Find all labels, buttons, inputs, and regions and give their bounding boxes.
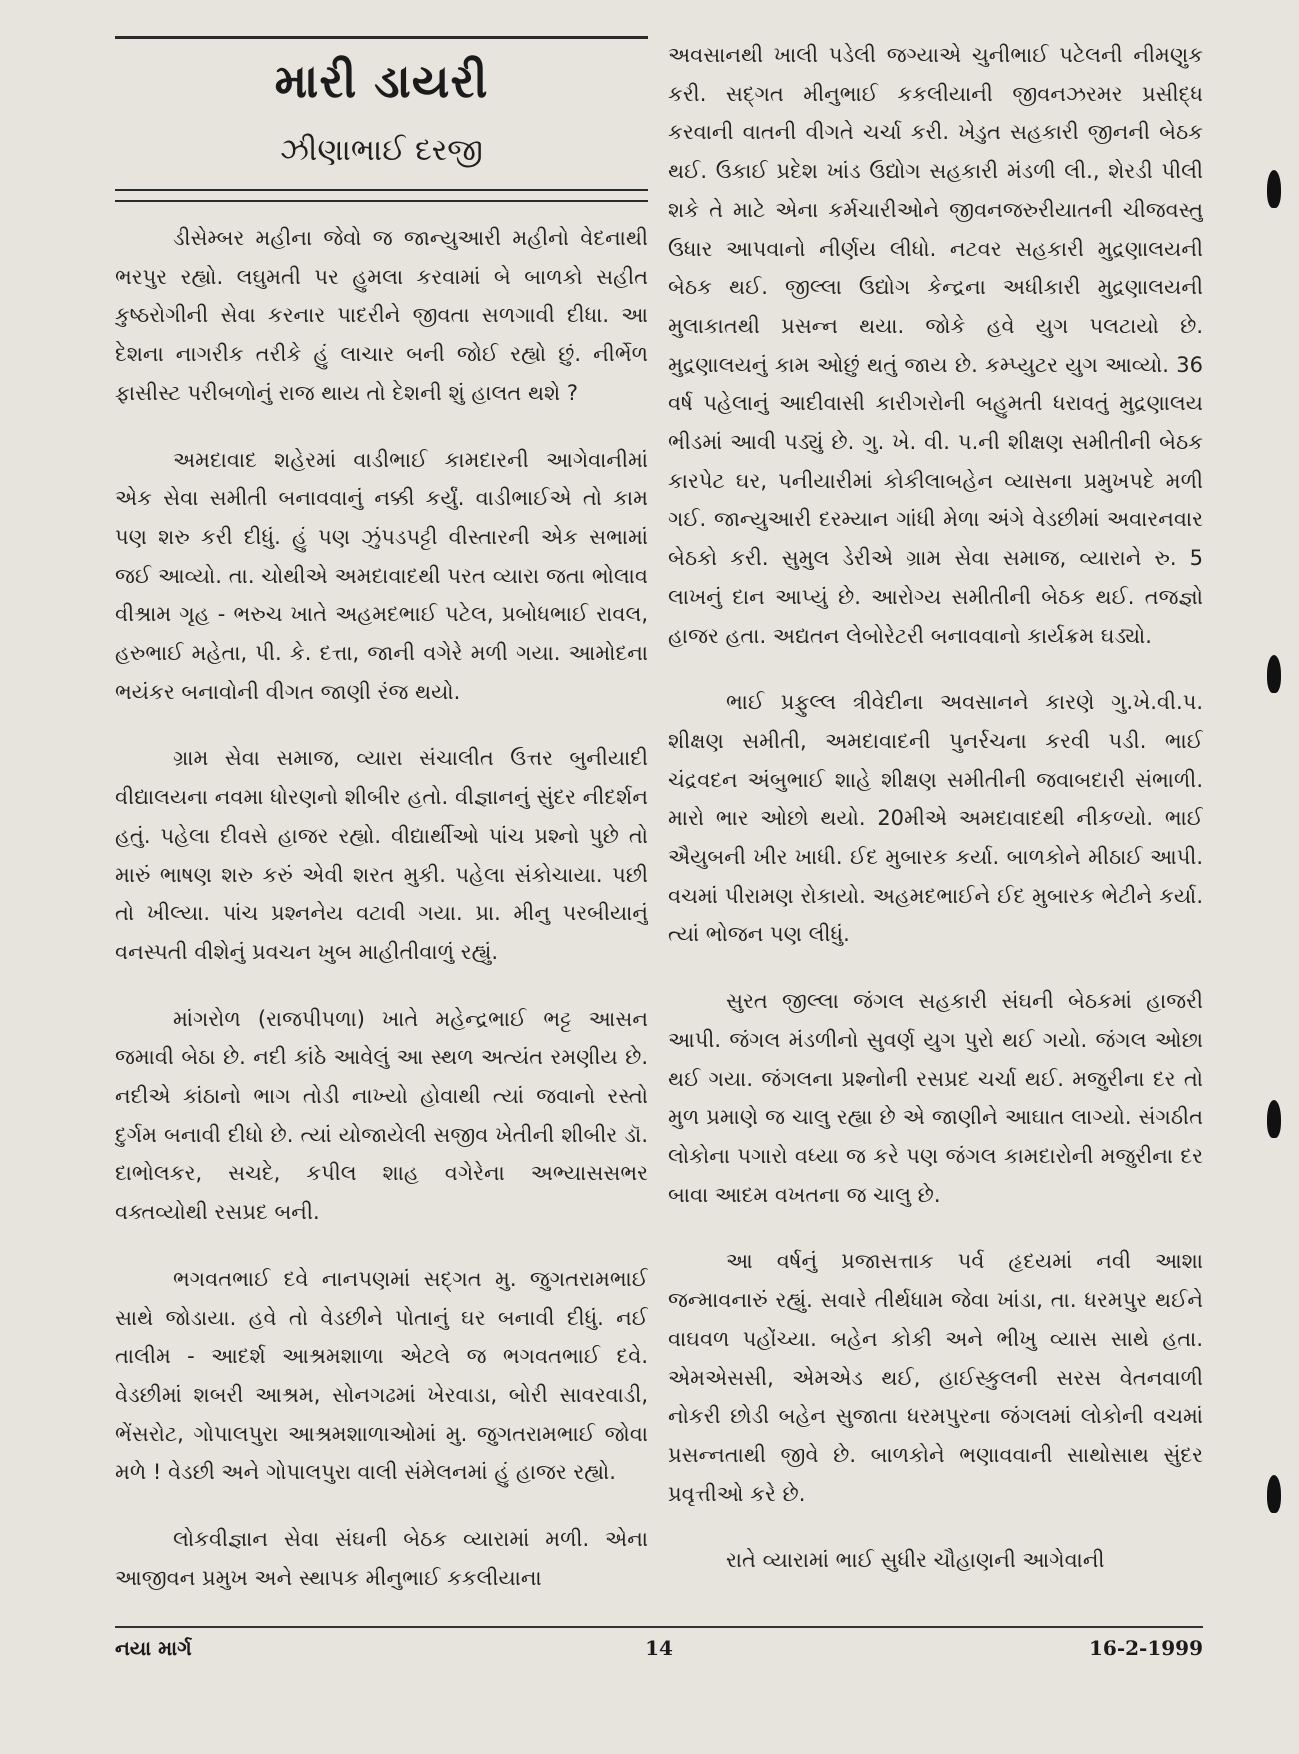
page-number: 14 bbox=[645, 1636, 673, 1660]
paragraph: આ વર્ષનું પ્રજાસત્તાક પર્વ હૃદયમાં નવી આશા જન્માવનારું રહ્યું. સવારે તીર્થધામ જેવા ખાંડા, તા. ધરમપુર થઈને વાઘવળ પહોંચ્યા. બહેન કોકી અને ભીખુ વ્યાસ સાથે હતા. એમએસસી, એમએડ થઈ, હાઈસ્કુલની સરસ વેતનવાળી નોકરી છોડી બહેન સુજાતા ધરમપુરના જંગલમાં લોકોની વચમાં પ્રસન્નતાથી જીવે છે. બાળકોને ભણાવવાની સાથોસાથ સુંદર પ્રવૃત્તીઓ કરે છે. bbox=[668, 1249, 1203, 1506]
paragraph-continued: અવસાનથી ખાલી પડેલી જગ્યાએ ચુનીભાઈ પટેલની નીમણુક કરી. સદ્ગત મીનુભાઈ કકલીયાની જીવનઝરમર પ્રસીદ્ધ કરવાની વાતની વીગતે ચર્ચા કરી. ખેડુત સહકારી જીનની બેઠક થઈ. ઉકાઈ પ્રદેશ ખાંડ ઉદ્યોગ સહકારી મંડળી લી., શેરડી પીલી શકે તે માટે એના કર્મચારીઓને જીવનજરુરીયાતની ચીજવસ્તુ ઉધાર આપવાનો નીર્ણય લીધો. નટવર સહકારી મુદ્રણાલયની બેઠક થઈ. જીલ્લા ઉદ્યોગ કેન્દ્રના અધીકારી મુદ્રણાલયની મુલાકાતથી પ્રસન્ન થયા. જોકે હવે યુગ પલટાયો છે. મુદ્રણાલયનું કામ ઓછું થતું જાય છે. કમ્પ્યુટર યુગ આવ્યો. 36 વર્ષ પહેલાનું આદીવાસી કારીગરોની બહુમતી ધરાવતું મુદ્રણાલય ભીડમાં આવી પડ્યું છે. ગુ. ખે. વી. પ.ની શીક્ષણ સમીતીની બેઠક કારપેટ ઘર, પનીયારીમાં કોકીલાબહેન વ્યાસના પ્રમુખપદે મળી ગઈ. જાન્યુઆરી દરમ્યાન ગાંધી મેળા અંગે વેડછીમાં અવારનવાર બેઠકો કરી. સુમુલ ડેરીએ ગ્રામ સેવા સમાજ, વ્યારાને રુ. 5 લાખનું દાન આપ્યું છે. આરોગ્ય સમીતીની બેઠક થઈ. તજજ્ઞો હાજર હતા. અદ્યતન લેબોરેટરી બનાવવાનો કાર્યક્રમ ઘડ્યો. bbox=[668, 43, 1203, 648]
top-rule bbox=[115, 36, 648, 39]
paragraph: અમદાવાદ શહેરમાં વાડીભાઈ કામદારની આગેવાનીમાં એક સેવા સમીતી બનાવવાનું નક્કી કર્યું. વાડીભાઈએ તો કામ પણ શરુ કરી દીધું. હું પણ ઝુંપડપટ્ટી વીસ્તારની એક સભામાં જઈ આવ્યો. તા. ચોથીએ અમદાવાદથી પરત વ્યારા જતા ભોલાવ વીશ્રામ ગૃહ - ભરુચ ખાતે અહમદભાઈ પટેલ, પ્રબોધભાઈ રાવલ, હરુભાઈ મહેતા, પી. કે. દત્તા, જાની વગેરે મળી ગયા. આમોદના ભયંકર બનાવોની વીગત જાણી રંજ થયો. bbox=[115, 447, 648, 704]
paragraph: ગ્રામ સેવા સમાજ, વ્યારા સંચાલીત ઉત્તર બુનીયાદી વીદ્યાલયના નવમા ધોરણનો શીબીર હતો. વીજ્ઞાનનું સુંદર નીદર્શન હતું. પહેલા દીવસે હાજર રહ્યો. વીદ્યાર્થીઓ પાંચ પ્રશ્નો પુછે તો મારું ભાષણ શરુ કરું એવી શરત મુકી. પહેલા સંકોચાયા. પછી તો ખીલ્યા. પાંચ પ્રશ્નનેય વટાવી ગયા. પ્રા. મીનુ પરબીયાનું વનસ્પતી વીશેનું પ્રવચન ખુબ માહીતીવાળું રહ્યું. bbox=[115, 746, 648, 964]
paragraph: સુરત જીલ્લા જંગલ સહકારી સંઘની બેઠકમાં હાજરી આપી. જંગલ મંડળીનો સુવર્ણ યુગ પુરો થઈ ગયો. જંગલ ઓછા થઈ ગયા. જંગલના પ્રશ્નોની રસપ્રદ ચર્ચા થઈ. મજુરીના દર તો મુળ પ્રમાણે જ ચાલુ રહ્યા છે એ જાણીને આઘાત લાગ્યો. સંગઠીત લોકોના પગારો વધ્યા જ કરે પણ જંગલ કામદારોની મજુરીના દર બાવા આદમ વખતના જ ચાલુ છે. bbox=[668, 989, 1203, 1207]
issue-date: 16-2-1999 bbox=[1088, 1636, 1203, 1660]
binding-hole-mark bbox=[1267, 1475, 1281, 1513]
publication-name: નયા માર્ગ bbox=[115, 1636, 192, 1660]
paragraph: માંગરોળ (રાજપીપળા) ખાતે મહેન્દ્રભાઈ ભટ્ટ આસન જમાવી બેઠા છે. નદી કાંઠે આવેલું આ સ્થળ અત્યંત રમણીય છે. નદીએ કાંઠાનો ભાગ તોડી નાખ્યો હોવાથી ત્યાં જવાનો રસ્તો દુર્ગમ બનાવી દીધો છે. ત્યાં યોજાયેલી સજીવ ખેતીની શીબીર ડૉ. દાભોલકર, સચદે, કપીલ શાહ વગેરેના અભ્યાસસભર વક્તવ્યોથી રસપ્રદ બની. bbox=[115, 1006, 648, 1225]
binding-hole-mark bbox=[1267, 1100, 1281, 1138]
double-rule bbox=[115, 189, 648, 202]
binding-hole-mark bbox=[1267, 655, 1281, 693]
paragraph: રાતે વ્યારામાં ભાઈ સુધીર ચૌહાણની આગેવાની bbox=[726, 1548, 1105, 1573]
paragraph: ડીસેમ્બર મહીના જેવો જ જાન્યુઆરી મહીનો વેદનાથી ભરપુર રહ્યો. લઘુમતી પર હુમલા કરવામાં બે બાળકો સહીત કુષ્ઠરોગીની સેવા કરનાર પાદરીને જીવતા સળગાવી દીધા. આ દેશના નાગરીક તરીકે હું લાચાર બની જોઈ રહ્યો છું. નીર્ભેળ ફાસીસ્ટ પરીબળોનું રાજ થાય તો દેશની શું હાલત થશે ? bbox=[115, 226, 648, 405]
article-author: ઝીણાભાઈ દરજી bbox=[280, 133, 483, 168]
right-column bbox=[668, 36, 1203, 1620]
binding-hole-mark bbox=[1267, 170, 1281, 208]
paragraph: લોકવીજ્ઞાન સેવા સંઘની બેઠક વ્યારામાં મળી. એના આજીવન પ્રમુખ અને સ્થાપક મીનુભાઈ કકલીયાના bbox=[115, 1527, 648, 1590]
page-footer bbox=[115, 1626, 1203, 1668]
left-column bbox=[115, 36, 648, 1620]
article-title: મારી ડાયરી bbox=[274, 54, 489, 108]
paragraph: ભાઈ પ્રફુલ્લ ત્રીવેદીના અવસાનને કારણે ગુ.ખે.વી.પ. શીક્ષણ સમીતી, અમદાવાદની પુનર્રચના કરવી પડી. ભાઈ ચંદ્રવદન અંબુભાઈ શાહે શીક્ષણ સમીતીની જવાબદારી સંભાળી. મારો ભાર ઓછો થયો. 20મીએ અમદાવાદથી નીકળ્યો. ભાઈ ઐયુબની ખીર ખાધી. ઈદ મુબારક કર્યા. બાળકોને મીઠાઈ આપી. વચમાં પીરામણ રોકાયો. અહમદભાઈને ઈદ મુબારક ભેટીને કર્યા. ત્યાં ભોજન પણ લીધું. bbox=[668, 690, 1203, 947]
paragraph: ભગવતભાઈ દવે નાનપણમાં સદ્ગત મુ. જુગતરામભાઈ સાથે જોડાયા. હવે તો વેડછીને પોતાનું ઘર બનાવી દીધું. નઈ તાલીમ - આદર્શ આશ્રમશાળા એટલે જ ભગવતભાઈ દવે. વેડછીમાં શબરી આશ્રમ, સોનગઢમાં ખેરવાડા, બોરી સાવરવાડી, ભેંસરોટ, ગોપાલપુરા આશ્રમશાળાઓમાં મુ. જુગતરામભાઈ જોવા મળે ! વેડછી અને ગોપાલપુરા વાલી સંમેલનમાં હું હાજર રહ્યો. bbox=[115, 1266, 648, 1485]
